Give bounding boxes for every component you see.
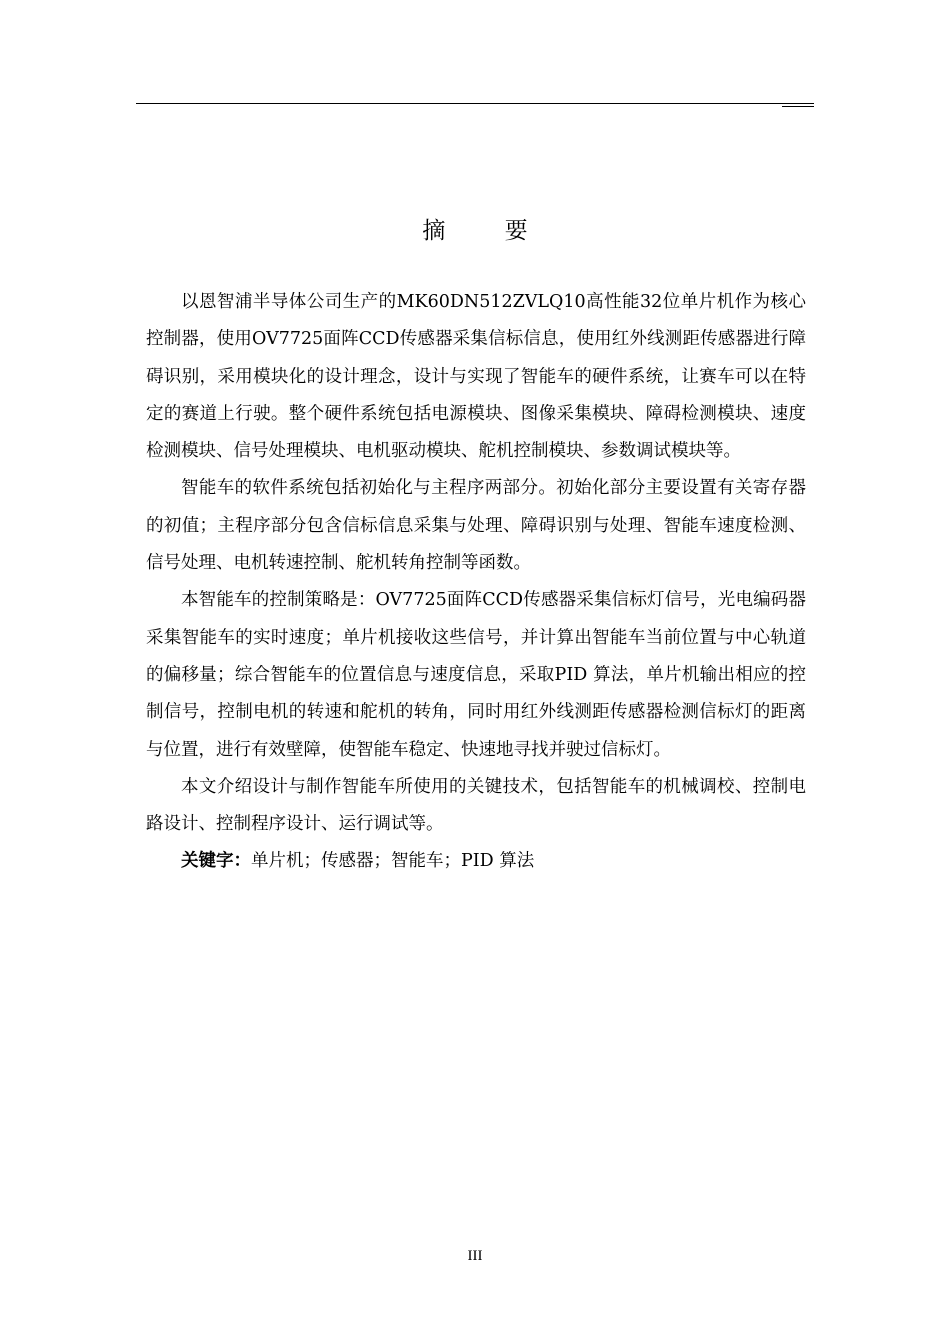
abstract-paragraph-1: 以恩智浦半导体公司生产的MK60DN512ZVLQ10高性能32位单片机作为核心控制器，使用OV7725面阵CCD传感器采集信标信息，使用红外线测距传感器进行障碍识别，采用模块化的设计理念，设计与实现了智能车的硬件系统，让赛车可以在特定的赛道上行驶。整个硬件系统包括电源模块、图像采集模块、障碍检测模块、速度检测模块、信号处理模块、电机驱动模块、舵机控制模块、参数调试模块等。 <box>146 292 806 462</box>
abstract-paragraph-3: 本智能车的控制策略是：OV7725面阵CCD传感器采集信标灯信号，光电编码器采集智能车的实时速度；单片机接收这些信号，并计算出智能车当前位置与中心轨道的偏移量；综合智能车的位置信息与速度信息，采取PID 算法，单片机输出相应的控制信号，控制电机的转速和舵机的转角，同时用红外线测距传感器检测信标灯的距离与位置，进行有效壁障，使智能车稳定、快速地寻找并驶过信标灯。 <box>146 590 806 760</box>
keywords-label: 关键字： <box>181 851 251 872</box>
abstract-body <box>146 284 806 881</box>
keywords-line <box>146 843 806 880</box>
abstract-paragraph-2: 智能车的软件系统包括初始化与主程序两部分。初始化部分主要设置有关寄存器的初值；主程序部分包含信标信息采集与处理、障碍识别与处理、智能车速度检测、信号处理、电机转速控制、舵机转角控制等函数。 <box>146 478 806 574</box>
abstract-paragraph-4: 本文介绍设计与制作智能车所使用的关键技术，包括智能车的机械调校、控制电路设计、控制程序设计、运行调试等。 <box>146 776 806 835</box>
header-rule-accent <box>782 106 814 107</box>
header-rule <box>136 103 814 104</box>
page-number: III <box>467 1248 483 1264</box>
abstract-title: 摘 要 <box>422 218 554 244</box>
keywords-text: 单片机；传感器；智能车；PID 算法 <box>251 851 535 872</box>
